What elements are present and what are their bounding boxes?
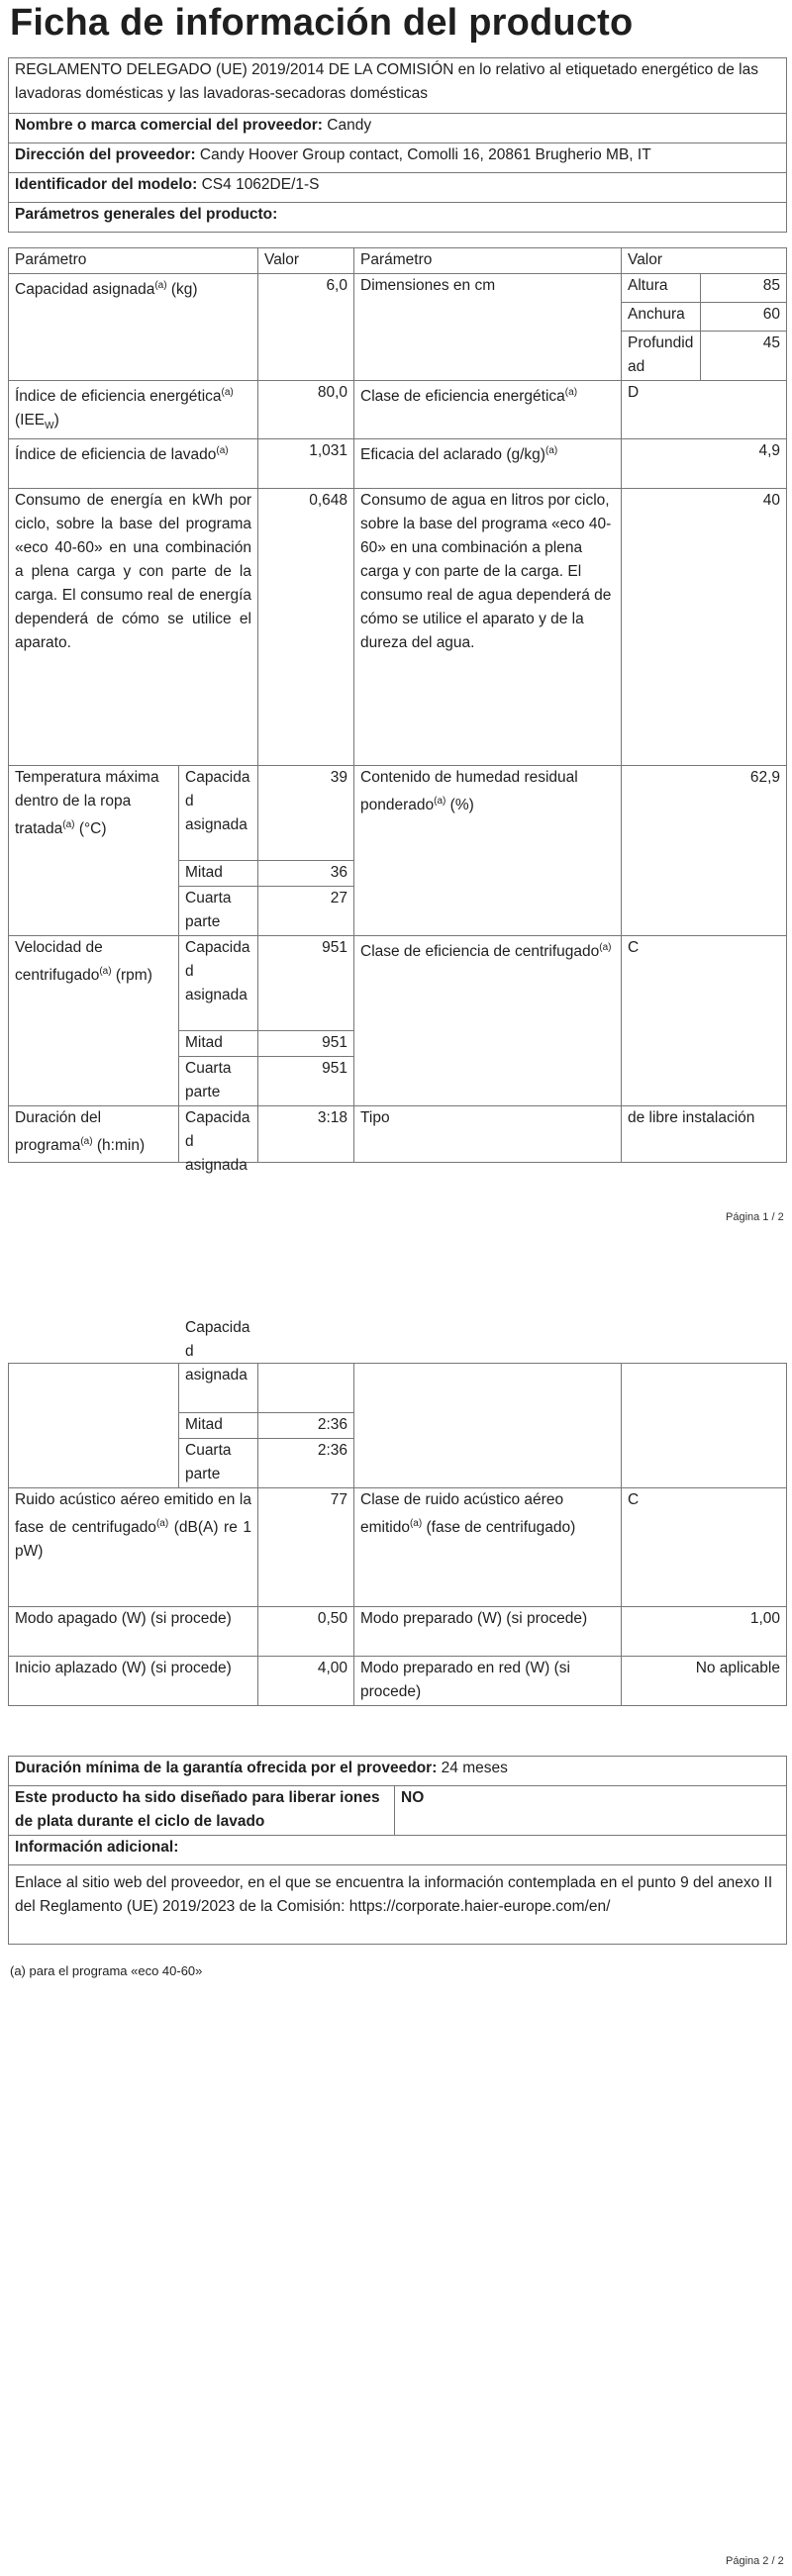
off-mode-label: Modo apagado (W) (si procede): [9, 1607, 258, 1657]
max-temp-quarter: 27: [258, 887, 354, 936]
moisture-label: [354, 766, 622, 936]
ref-a: (a): [544, 445, 558, 457]
moisture-text: Contenido de humedad residual ponderado: [360, 769, 578, 814]
additional-label: Información adicional:: [9, 1836, 787, 1865]
spin-speed-label: [9, 936, 179, 1106]
supplier-address-label: Dirección del proveedor:: [15, 146, 196, 163]
spin-quarter: 951: [258, 1057, 354, 1106]
duration-half: 2:36: [258, 1413, 354, 1439]
type-value: de libre instalación: [622, 1106, 787, 1163]
header-value-2: Valor: [622, 248, 787, 274]
eei-unit: (IEE: [15, 412, 46, 429]
ref-a: (a): [154, 280, 167, 291]
max-temp-half: 36: [258, 861, 354, 887]
ref-a: (a): [62, 819, 75, 831]
header-table: [8, 57, 787, 233]
type-label: Tipo: [354, 1106, 622, 1163]
supplier-name: Candy: [327, 117, 372, 134]
spin-half: 951: [258, 1031, 354, 1057]
spin-class-text: Clase de eficiencia de centrifugado: [360, 943, 600, 961]
spin-class-label: [354, 936, 622, 1106]
depth-label: Profundidad: [622, 332, 701, 381]
max-temp-label: [9, 766, 179, 936]
water-consumption-value: 40: [622, 489, 787, 766]
spin-class-value: C: [622, 936, 787, 1106]
duration-rated-cont: [258, 1364, 354, 1413]
width-value: 60: [701, 303, 787, 332]
max-temp-half-label: Mitad: [179, 861, 258, 887]
standby-value: 1,00: [622, 1607, 787, 1657]
water-consumption-label: Consumo de agua en litros por ciclo, sobre la base del programa «eco 40-60» en una combinación a plena carga y con parte de la carga. El consumo real de agua dependerá de cómo se utilice el aparato y de la dureza del agua.: [354, 489, 622, 766]
supplier-address: Candy Hoover Group contact, Comolli 16, 20861 Brugherio MB, IT: [199, 146, 651, 163]
spin-speed-unit: (rpm): [115, 967, 152, 985]
noise-label: [9, 1488, 258, 1607]
max-temp-rated: 39: [258, 766, 354, 861]
spin-half-label: Mitad: [179, 1031, 258, 1057]
moisture-unit: (%): [449, 797, 474, 814]
max-temp-unit: (°C): [78, 820, 107, 838]
header-param-2: Parámetro: [354, 248, 622, 274]
capacity-text: Capacidad asignada: [15, 281, 155, 299]
network-standby-value: No aplicable: [622, 1657, 787, 1706]
duration-label: [9, 1106, 179, 1163]
eei-value: 80,0: [258, 381, 354, 439]
off-mode-value: 0,50: [258, 1607, 354, 1657]
moisture-value: 62,9: [622, 766, 787, 936]
ref-a: (a): [599, 942, 612, 954]
params-table-2: [8, 1319, 787, 1706]
ref-a: (a): [221, 387, 234, 398]
ref-a: (a): [155, 1518, 169, 1529]
capacity-value: 6,0: [258, 274, 354, 381]
noise-class-unit: (fase de centrifugado): [426, 1519, 576, 1537]
duration-unit: (h:min): [96, 1137, 146, 1155]
capacity-label: [9, 274, 258, 381]
page-title: Ficha de información del producto: [10, 2, 634, 44]
energy-consumption-label: Consumo de energía en kWh por ciclo, sobre la base del programa «eco 40-60» en una combinación a plena carga y con parte de la carga. El consumo real de energía dependerá de cómo se utilice el aparato.: [9, 489, 258, 766]
standby-label: Modo preparado (W) (si procede): [354, 1607, 622, 1657]
ref-a: (a): [409, 1518, 423, 1529]
network-standby-label: Modo preparado en red (W) (si procede): [354, 1657, 622, 1706]
washing-index-value: 1,031: [258, 439, 354, 489]
washing-index-label: [9, 439, 258, 489]
spin-speed-text: Velocidad de centrifugado: [15, 939, 103, 985]
rinsing-label: [354, 439, 622, 489]
noise-text: Ruido acústico aéreo emitido en la fase de centrifugado: [15, 1491, 251, 1537]
spin-quarter-label: Cuarta parte: [179, 1057, 258, 1106]
duration-quarter: 2:36: [258, 1439, 354, 1488]
spin-rated: 951: [258, 936, 354, 1031]
rinsing-value: 4,9: [622, 439, 787, 489]
energy-class-label: [354, 381, 622, 439]
height-value: 85: [701, 274, 787, 303]
duration-rated-label-part1: [179, 1106, 258, 1175]
eei-text: Índice de eficiencia energética: [15, 388, 222, 406]
additional-info: Enlace al sitio web del proveedor, en el que se encuentra la información contemplada en el punto 9 del anexo II del Reglamento (UE) 2019/2023 de la Comisión: https://corporate.haier-europe.com/en/: [9, 1865, 787, 1945]
noise-class-text: Clase de ruido acústico aéreo emitido: [360, 1491, 564, 1537]
warranty-label: Duración mínima de la garantía ofrecida por el proveedor:: [15, 1760, 438, 1776]
params-table-1: [8, 247, 787, 1175]
max-temp-quarter-label: Cuarta parte: [179, 887, 258, 936]
eei-label: [9, 381, 258, 439]
noise-class-value: C: [622, 1488, 787, 1607]
noise-class-label: [354, 1488, 622, 1607]
warranty-row: [9, 1757, 787, 1786]
max-temp-text: Temperatura máxima dentro de la ropa tratada: [15, 769, 159, 838]
duration-rated-label: Capacidad asignada: [185, 1109, 250, 1175]
capacity-unit: (kg): [170, 281, 198, 299]
duration-rated: 3:18: [258, 1106, 354, 1163]
noise-unit: (dB(A) re 1 pW): [15, 1519, 251, 1561]
model-id: CS4 1062DE/1-S: [201, 176, 320, 193]
footer-table: [8, 1756, 787, 1945]
ref-a: (a): [80, 1136, 93, 1148]
silver-value: NO: [395, 1786, 787, 1836]
energy-consumption-value: 0,648: [258, 489, 354, 766]
model-row: [9, 173, 787, 203]
width-label: Anchura: [622, 303, 701, 332]
noise-value: 77: [258, 1488, 354, 1607]
washing-index-text: Índice de eficiencia de lavado: [15, 446, 217, 464]
ref-a: (a): [216, 445, 229, 457]
supplier-name-label: Nombre o marca comercial del proveedor:: [15, 117, 323, 134]
dimensions-label: Dimensiones en cm: [354, 274, 622, 381]
ref-a: (a): [434, 796, 446, 808]
duration-half-label: Mitad: [179, 1413, 258, 1439]
header-param: Parámetro: [9, 248, 258, 274]
warranty-value: 24 meses: [441, 1760, 508, 1776]
type-value-cont: [622, 1364, 787, 1488]
eei-unit-end: ): [53, 412, 59, 429]
duration-text: Duración del programa: [15, 1109, 102, 1155]
type-label-cont: [354, 1364, 622, 1488]
rinsing-text: Eficacia del aclarado (g/kg): [360, 446, 545, 464]
page-2: [0, 1306, 792, 2576]
regulation-text: REGLAMENTO DELEGADO (UE) 2019/2014 DE LA COMISIÓN en lo relativo al etiquetado energético de las lavadoras domésticas y las lavadoras-secadoras domésticas: [9, 58, 787, 114]
height-label: Altura: [622, 274, 701, 303]
footnote: (a) para el programa «eco 40-60»: [10, 1963, 203, 1978]
supplier-name-row: [9, 114, 787, 143]
energy-class-value: D: [622, 381, 787, 439]
page-number-1: Página 1 / 2: [726, 1211, 784, 1223]
page-number-2: Página 2 / 2: [726, 2555, 784, 2567]
duration-rated-label-part2: [179, 1319, 258, 1413]
delay-start-value: 4,00: [258, 1657, 354, 1706]
silver-label: Este producto ha sido diseñado para liberar iones de plata durante el ciclo de lavado: [9, 1786, 395, 1836]
energy-class-text: Clase de eficiencia energética: [360, 388, 565, 406]
model-label: Identificador del modelo:: [15, 176, 198, 193]
ref-a: (a): [564, 387, 578, 398]
supplier-address-row: [9, 143, 787, 173]
spin-rated-label: Capacidad asignada: [179, 936, 258, 1031]
depth-value: 45: [701, 332, 787, 381]
header-value: Valor: [258, 248, 354, 274]
ref-a: (a): [99, 966, 112, 978]
duration-quarter-label: Cuarta parte: [179, 1439, 258, 1488]
max-temp-rated-label: Capacidad asignada: [179, 766, 258, 861]
general-params-label: Parámetros generales del producto:: [9, 203, 787, 233]
duration-label-cont: [9, 1364, 179, 1488]
delay-start-label: Inicio aplazado (W) (si procede): [9, 1657, 258, 1706]
eei-unit-sub: W: [45, 421, 54, 432]
duration-rated-label-cont: Capacidad asignada: [185, 1319, 250, 1383]
